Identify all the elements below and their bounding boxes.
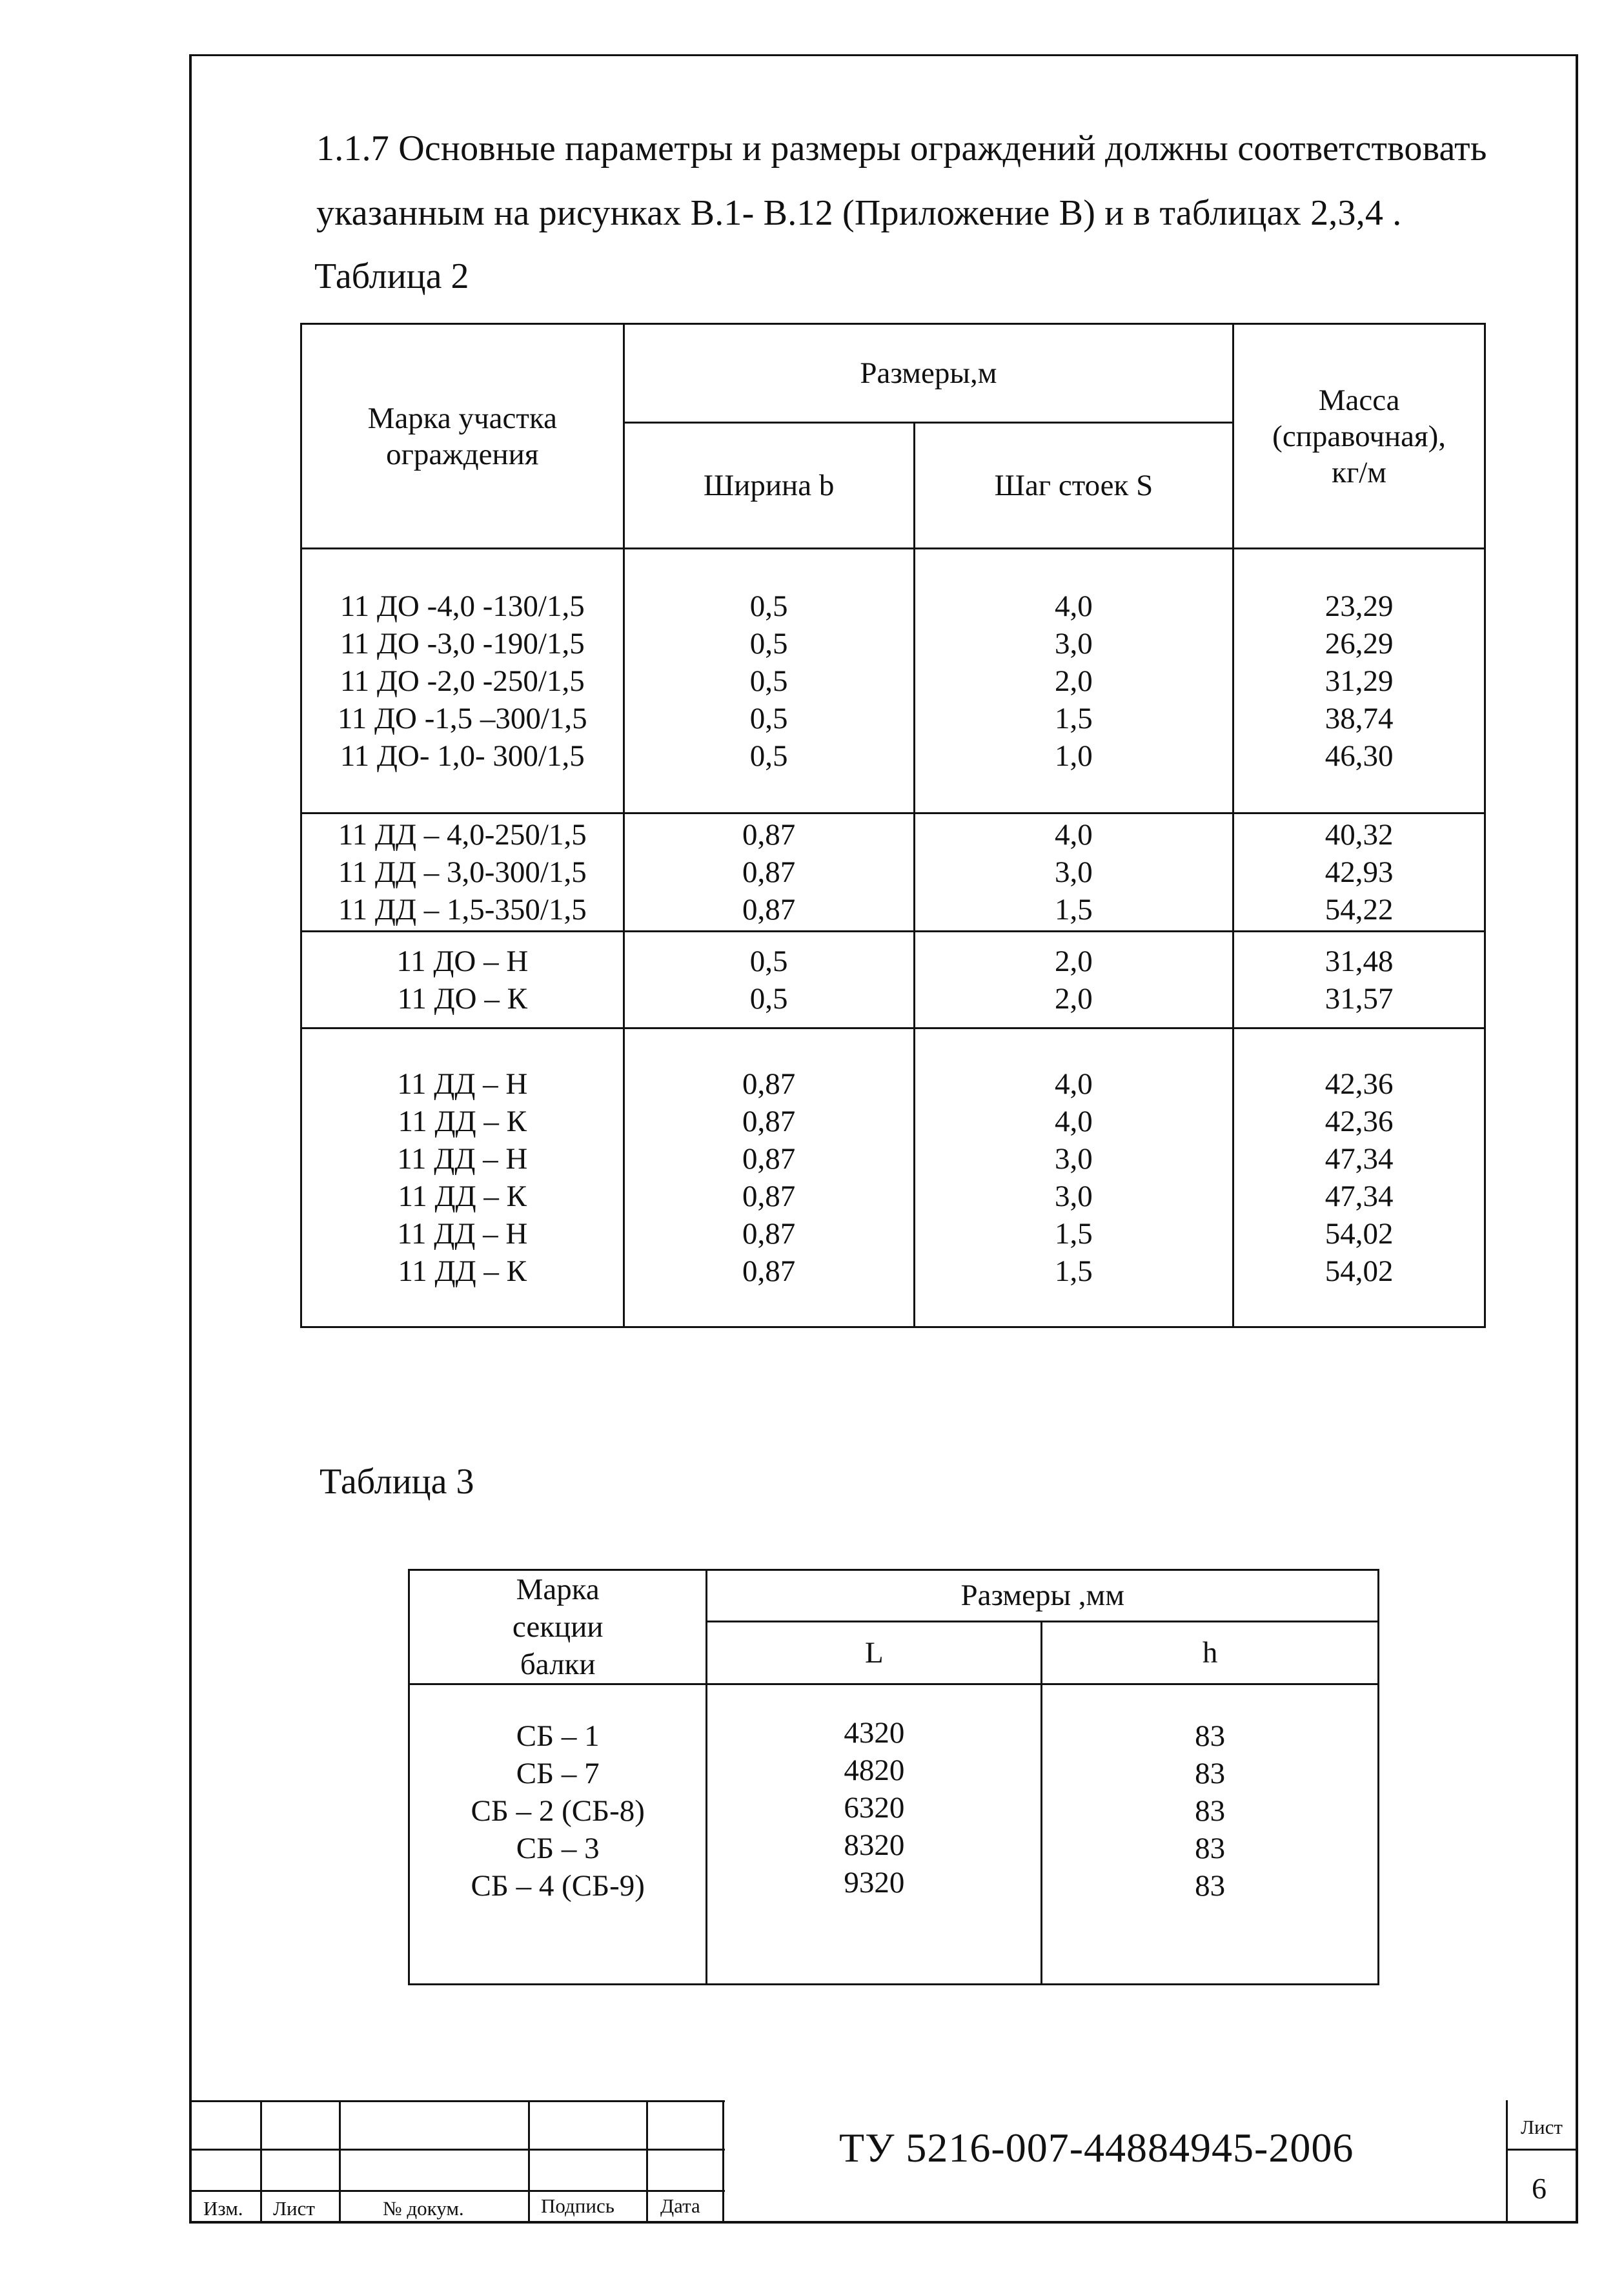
intro-line-2: указанным на рисунках В.1- В.12 (Приложение В) и в таблицах 2,3,4 .: [316, 193, 1402, 233]
table2-steps: 4,0 4,0 3,0 3,0 1,5 1,5: [1055, 1067, 1093, 1288]
table2-masses: 23,29 26,29 31,29 38,74 46,30: [1325, 589, 1394, 773]
table2-group-2: [301, 813, 1485, 932]
table2-header-sizes: Размеры,м: [624, 324, 1233, 423]
table3-L-values: 4320 4820 6320 8320 9320: [844, 1716, 905, 1899]
table2-marks: 11 ДО – Н 11 ДО – К: [396, 944, 529, 1016]
table2-marks: 11 ДД – 4,0-250/1,5 11 ДД – 3,0-300/1,5 11 ДД – 1,5-350/1,5: [338, 818, 587, 926]
table2-marks: 11 ДО -4,0 -130/1,5 11 ДО -3,0 -190/1,5 11 ДО -2,0 -250/1,5 11 ДО -1,5 –300/1,5 11 ДО- 1,0- 300/1,5: [337, 589, 587, 773]
table2-group-1: [301, 549, 1485, 813]
izm-label: Изм.: [203, 2197, 243, 2220]
signature-label: Подпись: [541, 2194, 614, 2217]
table2-masses: 31,48 31,57: [1325, 944, 1394, 1016]
table3-h-values: 83 83 83 83 83: [1195, 1719, 1226, 1903]
table2-widths: 0,5 0,5: [749, 944, 788, 1016]
table3-caption: Таблица 3: [320, 1462, 474, 1502]
table3-header-L: L: [707, 1621, 1042, 1684]
table-3: [408, 1569, 1379, 1985]
table2-caption: Таблица 2: [314, 256, 469, 296]
table2-header-mass: Масса (справочная), кг/м: [1233, 324, 1485, 549]
table2-marks: 11 ДД – Н 11 ДД – К 11 ДД – Н 11 ДД – К 11 ДД – Н 11 ДД – К: [397, 1067, 528, 1288]
table2-group-4: [301, 1028, 1485, 1327]
table2-group-3: [301, 932, 1485, 1028]
table3-header-sizes: Размеры ,мм: [707, 1570, 1379, 1622]
list-label: Лист: [273, 2197, 315, 2220]
table3-body: [409, 1684, 1379, 1985]
table2-header-step: Шаг стоек S: [914, 423, 1233, 549]
table2-steps: 2,0 2,0: [1055, 944, 1093, 1016]
table2-widths: 0,87 0,87 0,87: [742, 818, 796, 926]
table2-masses: 42,36 42,36 47,34 47,34 54,02 54,02: [1325, 1067, 1394, 1288]
table2-widths: 0,87 0,87 0,87 0,87 0,87 0,87: [742, 1067, 796, 1288]
table2-widths: 0,5 0,5 0,5 0,5 0,5: [749, 589, 788, 773]
table2-header-mark: Марка участка ограждения: [301, 324, 624, 549]
intro-line-1: 1.1.7 Основные параметры и размеры ограждений должны соответствовать: [316, 128, 1487, 169]
date-label: Дата: [660, 2194, 700, 2217]
table2-steps: 4,0 3,0 1,5: [1055, 818, 1093, 926]
doc-no-label: № докум.: [383, 2197, 464, 2220]
table3-header-h: h: [1042, 1621, 1379, 1684]
table-2: [300, 323, 1486, 1328]
sheet-label: Лист: [1521, 2116, 1563, 2138]
table3-header-mark: Марка секции балки: [409, 1570, 707, 1684]
document-code: ТУ 5216-007-44884945-2006: [839, 2125, 1354, 2171]
table2-steps: 4,0 3,0 2,0 1,5 1,0: [1055, 589, 1093, 773]
table2-masses: 40,32 42,93 54,22: [1325, 818, 1394, 926]
table2-header-width: Ширина b: [624, 423, 914, 549]
sheet-number: 6: [1532, 2172, 1547, 2205]
table3-marks: СБ – 1 СБ – 7 СБ – 2 (СБ-8) СБ – 3 СБ – 4 (СБ-9): [471, 1719, 645, 1903]
